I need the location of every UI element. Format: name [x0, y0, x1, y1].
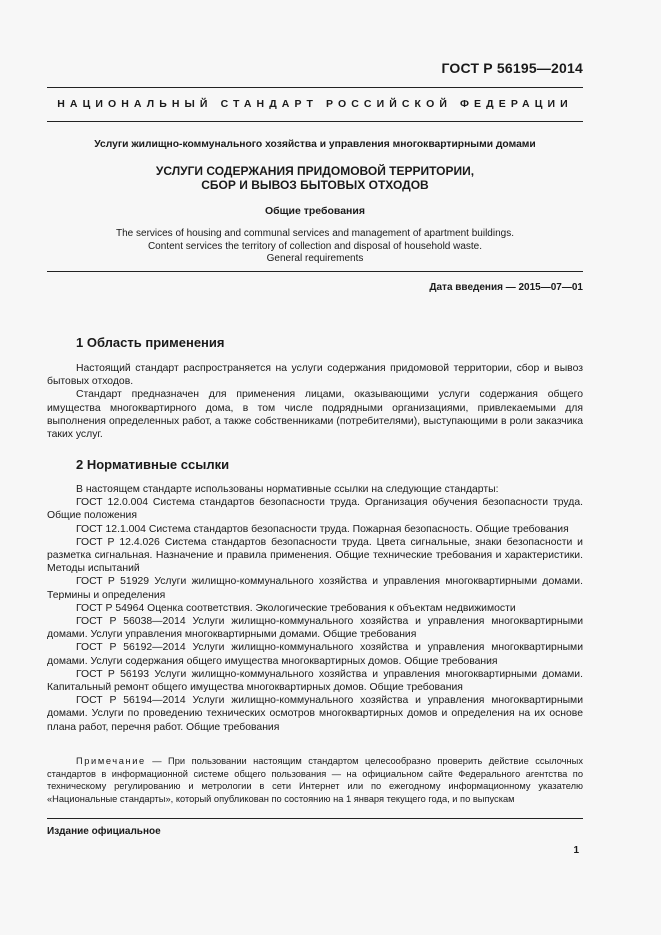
title-line-2: СБОР И ВЫВОЗ БЫТОВЫХ ОТХОДОВ: [201, 178, 429, 192]
official-edition-label: Издание официальное: [47, 826, 161, 837]
paragraph: В настоящем стандарте использованы нормативные ссылки на следующие стандарты:: [76, 484, 499, 495]
standard-code: ГОСТ Р 56195—2014: [441, 60, 583, 76]
english-line-1: The services of housing and communal services and management of apartment buildings.: [116, 228, 514, 239]
section-1-heading: 1 Область применения: [76, 335, 225, 350]
english-line-2: Content services the territory of collection and disposal of household waste.: [147, 240, 483, 252]
introduction-date: Дата введения — 2015—07—01: [429, 282, 583, 293]
note-label: Примечание: [76, 756, 146, 766]
title-line-1: УСЛУГИ СОДЕРЖАНИЯ ПРИДОМОВОЙ ТЕРРИТОРИИ,: [155, 164, 475, 178]
section-1-body: [47, 362, 583, 441]
banner-rule: [47, 121, 583, 122]
reference-item: ГОСТ Р 56194—2014 Услуги жилищно-коммунального хозяйства и управления многоквартирными домами. Услуги по проведению технических осмотров многоквартирных домов и определения на их основе плана работ, перечня работ. Общие требования: [47, 695, 583, 733]
top-rule: [47, 87, 583, 88]
requirements-subtitle: Общие требования: [265, 205, 365, 217]
reference-item: ГОСТ Р 12.4.026 Система стандартов безопасности труда. Цвета сигнальные, знаки безопасности и разметка сигнальная. Назначение и правила применения. Общие технические требования и характеристики. Методы испытаний: [47, 536, 583, 575]
note-paragraph: [47, 755, 583, 805]
reference-item: ГОСТ Р 51929 Услуги жилищно-коммунального хозяйства и управления многоквартирными домами. Термины и определения: [47, 576, 583, 601]
national-standard-banner: НАЦИОНАЛЬНЫЙ СТАНДАРТ РОССИЙСКОЙ ФЕДЕРАЦИИ: [57, 98, 573, 110]
paragraph: Стандарт предназначен для применения лицами, оказывающими услуги содержания общего имущества многоквартирного дома, в том числе подрядными организациями, привлекаемыми для выполнения определенных работ, а также собственниками (потребителями), выступающими в роли заказчика таких услуг.: [47, 389, 583, 441]
reference-item: ГОСТ 12.1.004 Система стандартов безопасности труда. Пожарная безопасность. Общие требования: [76, 523, 569, 535]
reference-item: ГОСТ Р 56193 Услуги жилищно-коммунального хозяйства и управления многоквартирными домами. Капитальный ремонт общего имущества многоквартирных домов. Общие требования: [47, 668, 583, 694]
reference-item: ГОСТ 12.0.004 Система стандартов безопасности труда. Организация обучения безопасности труда. Общие положения: [47, 497, 583, 522]
paragraph: Настоящий стандарт распространяется на услуги содержания придомовой территории, сбор и вывоз бытовых отходов.: [47, 363, 583, 388]
english-line-3: General requirements: [266, 253, 364, 265]
reference-item: ГОСТ Р 54964 Оценка соответствия. Экологические требования к объектам недвижимости: [76, 602, 516, 614]
reference-item: ГОСТ Р 56192—2014 Услуги жилищно-коммунального хозяйства и управления многоквартирными домами. Услуги содержания общего имущества многоквартирных домов. Общие требования: [47, 642, 583, 667]
english-title: [47, 228, 583, 266]
section-2-heading: 2 Нормативные ссылки: [76, 457, 230, 472]
page-number: 1: [573, 845, 579, 856]
title-block-rule: [47, 271, 583, 272]
document-title: [47, 164, 583, 192]
subject-line: Услуги жилищно-коммунального хозяйства и управления многоквартирными домами: [94, 139, 536, 150]
reference-item: ГОСТ Р 56038—2014 Услуги жилищно-коммунального хозяйства и управления многоквартирными домами. Услуги управления многоквартирными домами. Общие требования: [47, 616, 583, 641]
note-block: [47, 755, 583, 805]
section-2-body: [47, 483, 583, 734]
note-text: — При пользовании настоящим стандартом целесообразно проверить действие ссылочных стандартов в информационной системе общего пользования — на официальном сайте Федерального агентства по техническому регулированию и метрологии в сети Интернет или по ежегодному информационному указателю «Национальные стандарты», который опубликован по состоянию на 1 января текущего года, и по выпускам: [47, 756, 583, 804]
footer-rule: [47, 818, 583, 819]
